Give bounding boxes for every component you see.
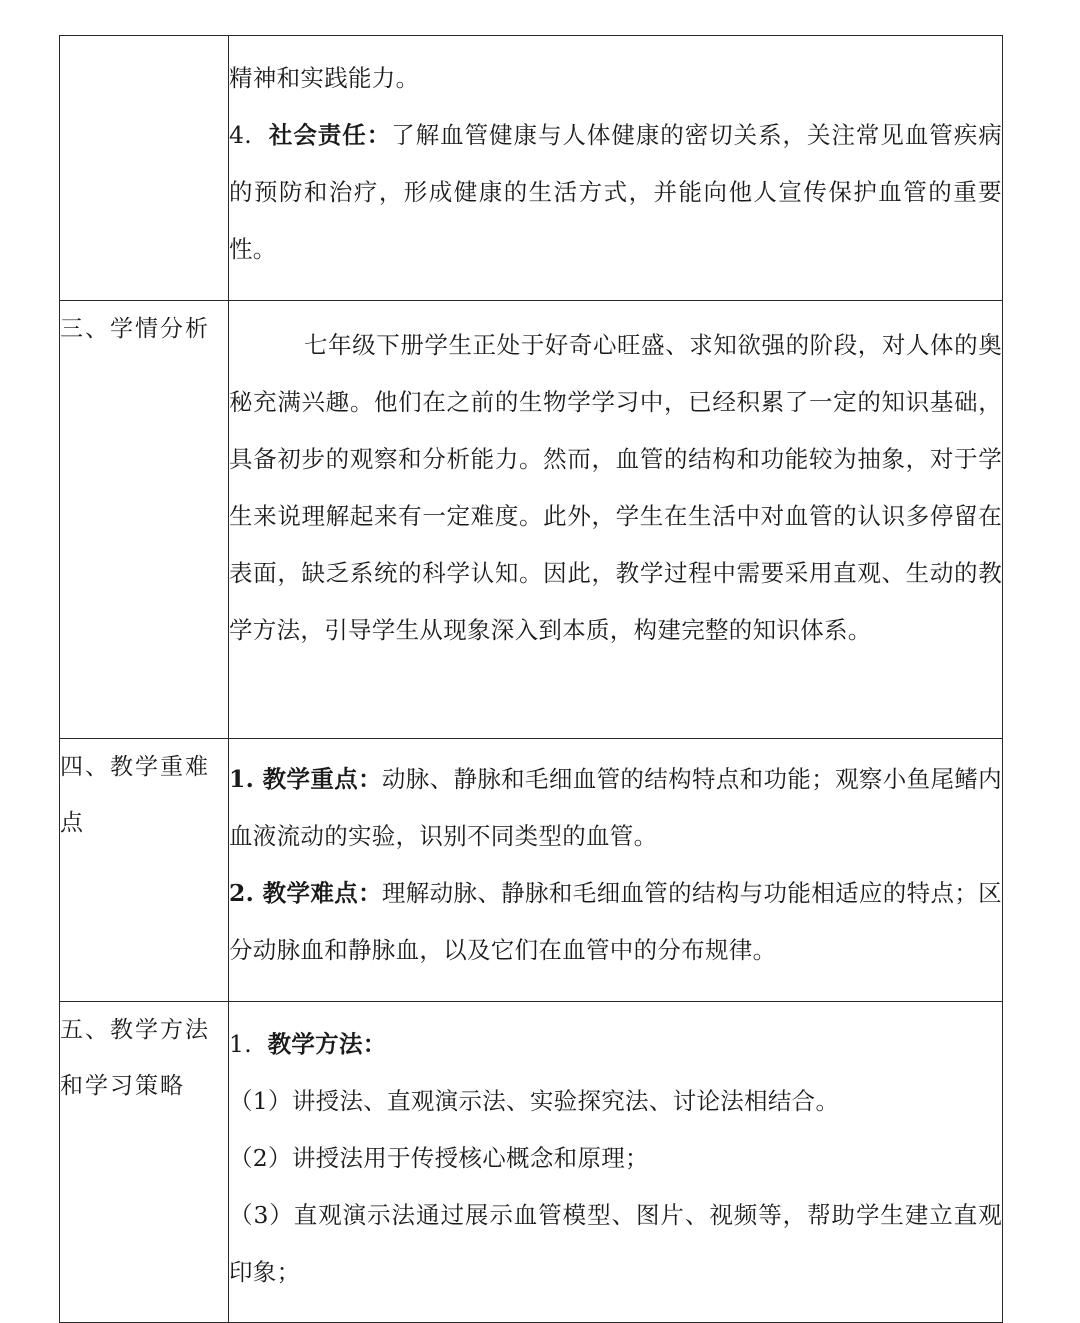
row-label-student-analysis: 三、学情分析	[60, 301, 229, 739]
paragraph: 七年级下册学生正处于好奇心旺盛、求知欲强的阶段，对人体的奥秘充满兴趣。他们在之前的生物学学习中，已经积累了一定的知识基础，具备初步的观察和分析能力。然而，血管的结构和功能较为抽象，对于学生来说理解起来有一定难度。此外，学生在生活中对血管的认识多停留在表面，缺乏系统的科学认知。因此，教学过程中需要采用直观、生动的教学方法，引导学生从现象深入到本质，构建完整的知识体系。	[229, 331, 1002, 644]
table-row-teaching-methods	[60, 1002, 1003, 1323]
item-heading: 1. 教学重点：	[229, 765, 382, 793]
item-text: 动脉、静脉和毛细血管的结构特点和功能；观察小鱼尾鳍内血液流动的实验，识别不同类型的血管。	[229, 765, 1002, 850]
paragraph: （2）讲授法用于传授核心概念和原理；	[229, 1144, 649, 1172]
row-label-teaching-methods: 五、教学方法和学习策略	[60, 1002, 229, 1323]
table-row-key-difficult-points	[60, 739, 1003, 1002]
item-heading: 社会责任：	[268, 121, 392, 149]
paragraph: （1）讲授法、直观演示法、实验探究法、讨论法相结合。	[229, 1087, 840, 1115]
row-content	[229, 1002, 1003, 1323]
paragraph	[229, 107, 1002, 278]
row-content	[229, 739, 1003, 1002]
item-heading: 2. 教学难点：	[229, 879, 382, 907]
row-label-key-difficult-points: 四、教学重难点	[60, 739, 229, 1002]
paragraph	[229, 751, 1002, 865]
item-text: 了解血管健康与人体健康的密切关系，关注常见血管疾病的预防和治疗，形成健康的生活方式，并能向他人宣传保护血管的重要性。	[229, 121, 1002, 263]
row-content	[229, 301, 1003, 739]
item-number: 1.	[229, 1030, 253, 1058]
lesson-plan-table	[59, 35, 1003, 1323]
row-label-empty	[60, 36, 229, 301]
row-content	[229, 36, 1003, 301]
paragraph	[229, 865, 1002, 979]
paragraph: （3）直观演示法通过展示血管模型、图片、视频等，帮助学生建立直观印象；	[229, 1201, 1002, 1286]
paragraph	[229, 1016, 1002, 1073]
item-number: 4.	[229, 121, 253, 149]
item-text: 理解动脉、静脉和毛细血管的结构与功能相适应的特点；区分动脉血和静脉血，以及它们在血管中的分布规律。	[229, 879, 1002, 964]
table-row-student-analysis	[60, 301, 1003, 739]
item-heading: 教学方法：	[267, 1030, 387, 1058]
paragraph: 精神和实践能力。	[229, 64, 420, 92]
table-row-core-literacy-continued	[60, 36, 1003, 301]
